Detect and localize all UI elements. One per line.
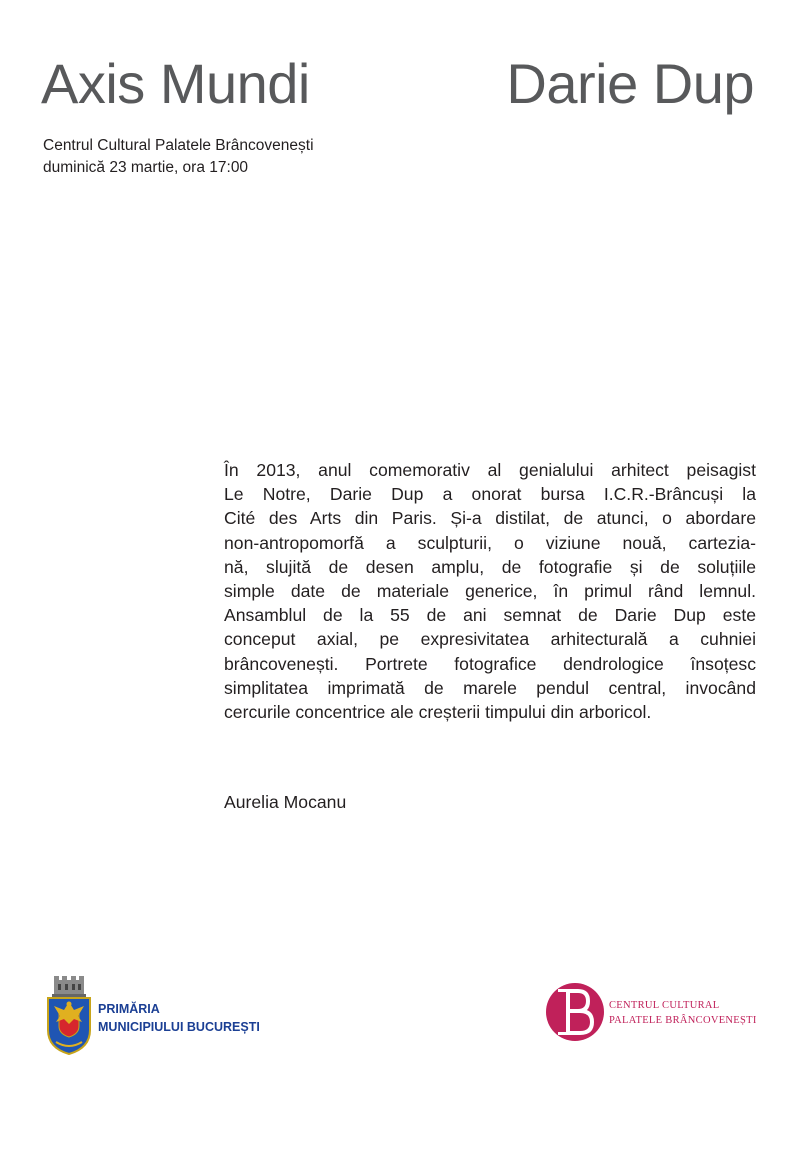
- description-text: [224, 458, 756, 724]
- logo-centrul-cultural-text: [609, 998, 757, 1028]
- logo-centrul-line2: PALATELE BRÂNCOVENEȘTI: [609, 1015, 757, 1026]
- description-line: brâncovenești. Portrete fotografice dendrologice însoțesc: [224, 653, 756, 674]
- logo-primaria-line1: PRIMĂRIA: [98, 1002, 160, 1016]
- event-info: [43, 135, 314, 179]
- event-venue: Centrul Cultural Palatele Brâncovenești: [43, 137, 314, 154]
- pb-monogram-icon: [544, 981, 608, 1048]
- description-line: nă, slujită de desen amplu, de fotografie și de soluțiile: [224, 556, 756, 577]
- event-date-time: duminică 23 martie, ora 17:00: [43, 159, 249, 176]
- description-line: Cité des Arts din Paris. Și-a distilat, de atunci, o abordare: [224, 508, 756, 529]
- description-line: cercurile concentrice ale creșterii timpului din arboricol.: [224, 702, 652, 723]
- description-line: non-antropomorfă a sculpturii, o viziune nouă, cartezia-: [224, 532, 756, 553]
- logo-centrul-line1: CENTRUL CULTURAL: [609, 1000, 720, 1011]
- description-line: simplitatea imprimată de marele pendul central, invocând: [224, 677, 756, 698]
- title-axis-mundi: Axis Mundi: [41, 52, 310, 115]
- author-name: Aurelia Mocanu: [224, 792, 347, 812]
- bucharest-coat-of-arms-icon: [44, 972, 94, 1061]
- description-line: simple date de materiale generice, în primul rând lemnul.: [224, 581, 756, 602]
- logo-primaria-text: [98, 1000, 260, 1036]
- description-line: În 2013, anul comemorativ al genialului arhitect peisagist: [224, 460, 756, 480]
- title-artist-name: Darie Dup: [506, 52, 754, 115]
- description-line: Le Notre, Darie Dup a onorat bursa I.C.R.-Brâncuși la: [224, 484, 756, 505]
- description-line: Ansamblul de la 55 de ani semnat de Darie Dup este: [224, 605, 756, 626]
- description-line: conceput axial, pe expresivitatea arhitecturală a cuhniei: [224, 629, 756, 650]
- logo-primaria-line2: MUNICIPIULUI BUCUREȘTI: [98, 1020, 260, 1034]
